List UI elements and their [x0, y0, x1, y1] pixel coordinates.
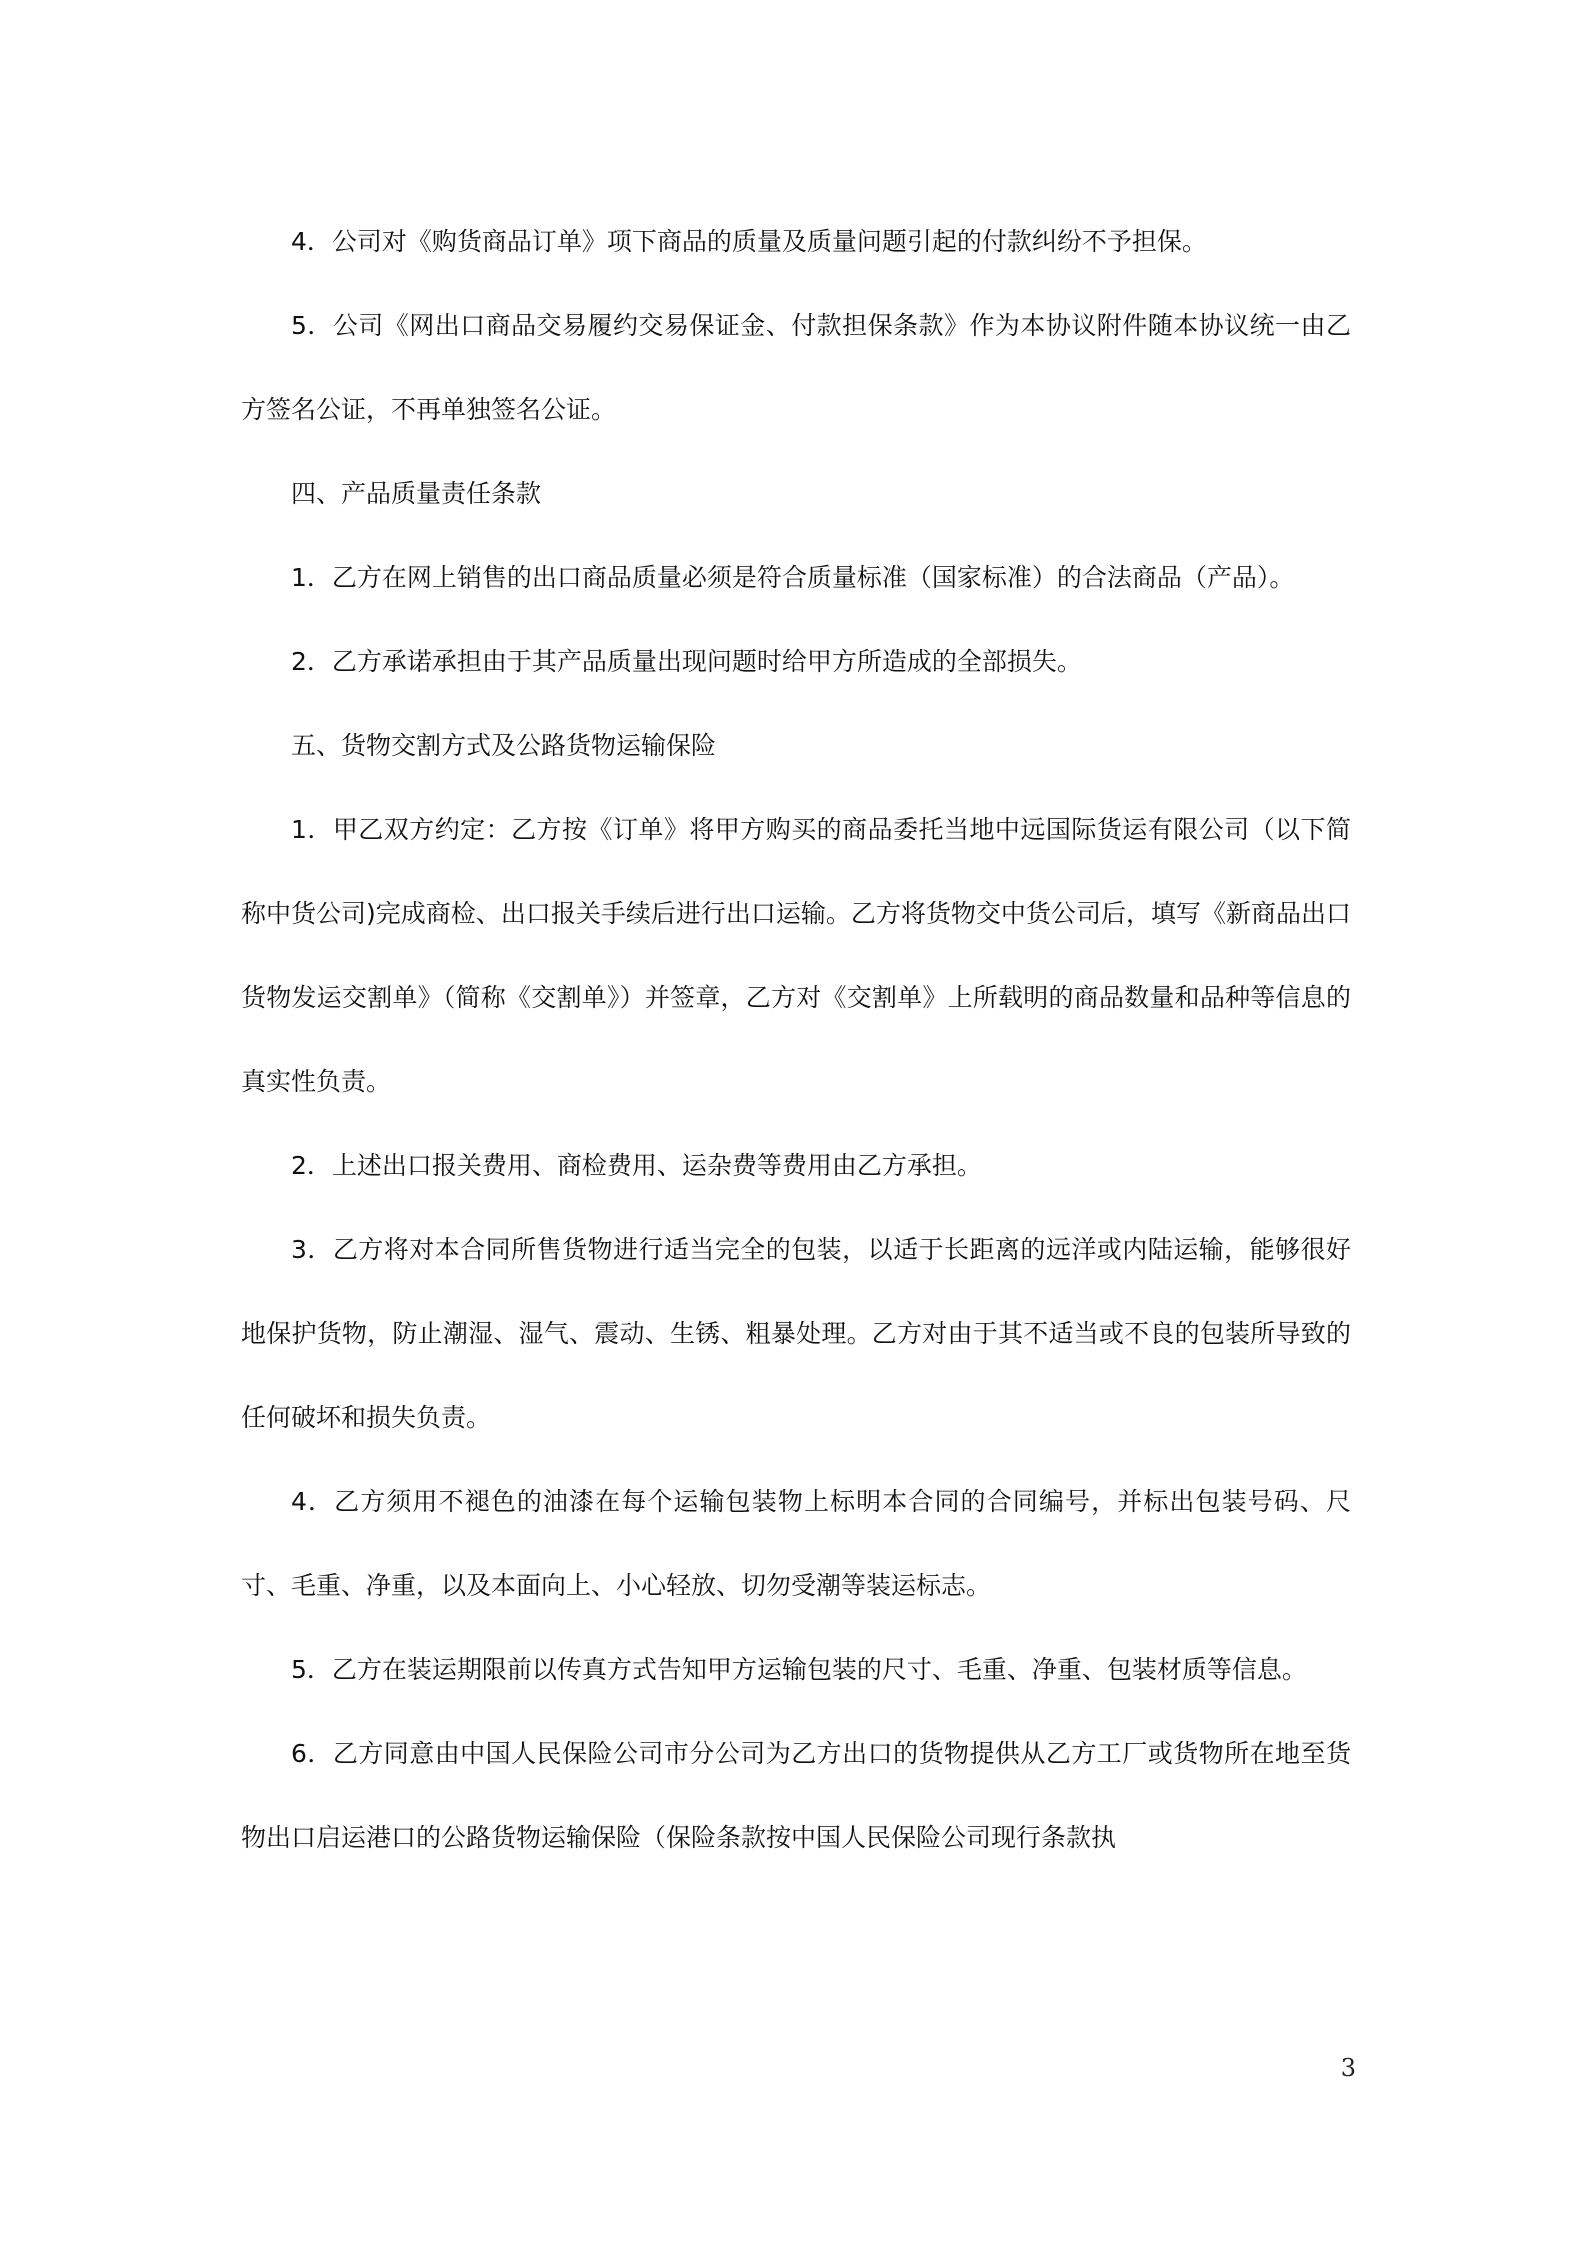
- clause-5-1: 1．甲乙双方约定：乙方按《订单》将甲方购买的商品委托当地中远国际货运有限公司（以下简称中货公司)完成商检、出口报关手续后进行出口运输。乙方将货物交中货公司后，填写《新商品出口货物发运交割单》（简称《交割单》）并签章，乙方对《交割单》上所载明的商品数量和品种等信息的真实性负责。: [241, 815, 1351, 1096]
- page-number: 3: [1340, 2054, 1356, 2082]
- clause-5-3: 3．乙方将对本合同所售货物进行适当完全的包装，以适于长距离的远洋或内陆运输，能够很好地保护货物，防止潮湿、湿气、震动、生锈、粗暴处理。乙方对由于其不适当或不良的包装所导致的任何破坏和损失负责。: [241, 1235, 1351, 1432]
- clause-5-5: 5．乙方在装运期限前以传真方式告知甲方运输包装的尺寸、毛重、净重、包装材质等信息。: [291, 1655, 1307, 1684]
- clause-4-1: 1．乙方在网上销售的出口商品质量必须是符合质量标准（国家标准）的合法商品（产品）。: [291, 563, 1295, 592]
- clause-5-2: 2．上述出口报关费用、商检费用、运杂费等费用由乙方承担。: [291, 1151, 982, 1180]
- clause-3-4: 4．公司对《购货商品订单》项下商品的质量及质量问题引起的付款纠纷不予担保。: [291, 227, 1207, 256]
- clause-3-5: 5．公司《网出口商品交易履约交易保证金、付款担保条款》作为本协议附件随本协议统一由乙方签名公证，不再单独签名公证。: [241, 311, 1351, 424]
- section-heading-5: 五、货物交割方式及公路货物运输保险: [291, 731, 717, 760]
- section-heading-4: 四、产品质量责任条款: [291, 479, 542, 508]
- clause-4-2: 2．乙方承诺承担由于其产品质量出现问题时给甲方所造成的全部损失。: [291, 647, 1082, 676]
- clause-5-6: 6．乙方同意由中国人民保险公司市分公司为乙方出口的货物提供从乙方工厂或货物所在地至货物出口启运港口的公路货物运输保险（保险条款按中国人民保险公司现行条款执: [241, 1739, 1351, 1852]
- document-body: [241, 200, 1351, 1880]
- clause-5-4: 4．乙方须用不褪色的油漆在每个运输包装物上标明本合同的合同编号，并标出包装号码、尺寸、毛重、净重，以及本面向上、小心轻放、切勿受潮等装运标志。: [241, 1487, 1351, 1600]
